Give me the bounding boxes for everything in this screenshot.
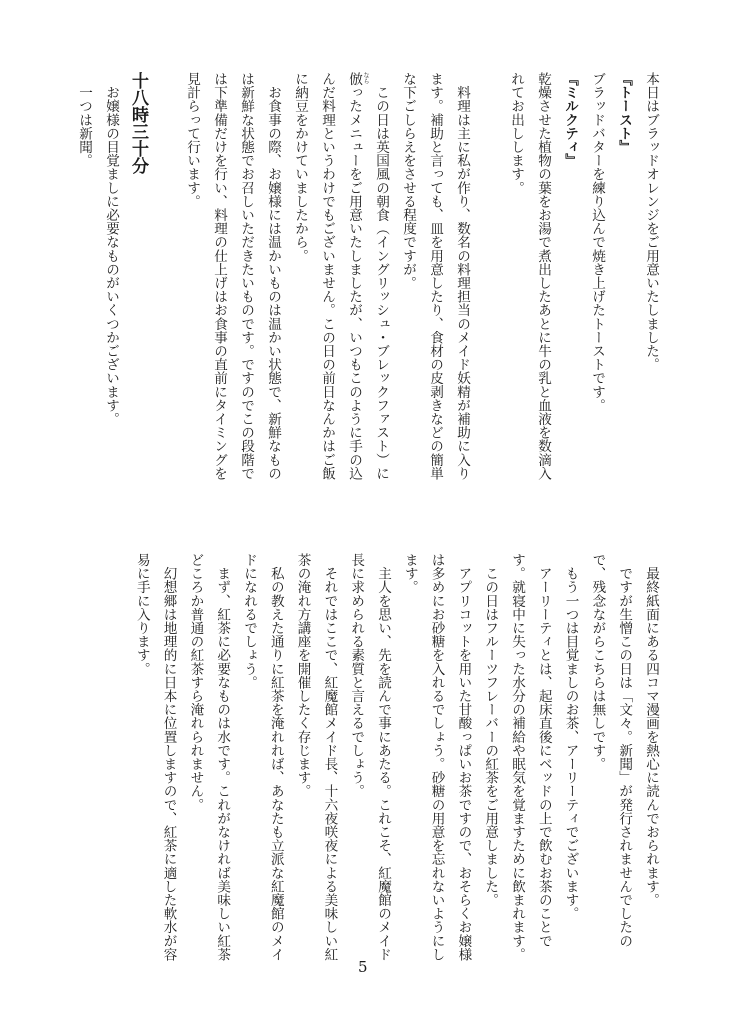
text-line: は多めにお砂糖を入れるでしょう。砂糖の用意を忘れないようにし — [428, 553, 445, 961]
text-line: それではここで、紅魔館メイド長、十六夜咲夜による美味しい紅 — [321, 553, 338, 961]
text-line: この日はフルーツフレーバーの紅茶をご用意しました。 — [482, 553, 499, 907]
text-line: この日は英国風の朝食（イングリッシュ・ブレックファスト）に — [373, 72, 389, 480]
text-line: ます。 — [401, 553, 418, 594]
section-heading: 十八時三十分 — [128, 72, 148, 174]
text-line: アプリコットを用いた甘酸っぱいお茶ですので、おそらくお嬢様 — [455, 553, 472, 961]
text-line: んだ料理というわけでもございません。この日の前日なんかはご飯 — [319, 72, 335, 480]
text-line: 本日はブラッドオレンジをご用意いたしました。 — [643, 72, 659, 372]
text-line: れてお出しします。 — [508, 72, 524, 195]
text-line: もう一つは目覚ましのお茶、アーリーティでございます。 — [562, 553, 579, 921]
lower-text-block — [0, 553, 730, 961]
text-line: ます。補助と言っても、皿を用意したり、食材の皮剥きなどの簡単 — [427, 72, 443, 480]
item-title: 『ミルクティ』 — [562, 72, 578, 168]
text-line: 最終紙面にある四コマ漫画を熱心に読んでおられます。 — [643, 553, 659, 907]
text-line: 主人を思い、先を読んで事にあたる。これこそ、紅魔館のメイド — [375, 553, 391, 961]
item-title: 『トースト』 — [616, 72, 632, 154]
text-line: な下ごしらえをさせる程度ですが。 — [400, 72, 416, 290]
text-line: に納豆をかけていましたから。 — [292, 72, 308, 263]
text-line: は新鮮な状態でお召しいただきたいものです。ですのでこの段階で — [238, 72, 254, 480]
furigana: なら — [362, 72, 369, 84]
text-line: 易に手に入ります。 — [133, 553, 150, 676]
text-line: ですが生憎この日は「文々。新聞」が発行されませんでしたの — [616, 553, 633, 948]
text-line: アーリーティとは、起床直後にベッドの上で飲むお茶のことで — [535, 553, 552, 948]
page-number: 5 — [358, 958, 368, 976]
text-line: ドになれるでしょう。 — [241, 553, 257, 689]
text-line: まず、紅茶に必要なものは水です。これがなければ美味しい紅茶 — [214, 553, 231, 961]
text-line: 長に求められる素質と言えるでしょう。 — [348, 553, 365, 798]
text-line: 私の教えた通りに紅茶を淹れれば、あなたも立派な紅魔館のメイ — [267, 553, 284, 961]
upper-text-block — [0, 72, 730, 492]
text-line: 幻想郷は地理的に日本に位置しますので、紅茶に適した軟水が容 — [160, 553, 177, 961]
text-line: 倣ったメニューをご用意いたしましたが、いつもこのように手の込 — [346, 72, 362, 480]
text-line: お食事の際、お嬢様には温かいものは温かい状態で、新鮮なもの — [265, 72, 281, 480]
text-line: どころか普通の紅茶すら淹れられません。 — [187, 553, 204, 812]
text-line: ブラッドバターを練り込んで焼き上げたトーストです。 — [589, 72, 605, 412]
text-line: で、残念ながらこちらは無しです。 — [589, 553, 606, 771]
text-line: 乾燥させた植物の葉をお湯で煮出したあとに牛の乳と血液を数滴入 — [535, 72, 551, 480]
text-line: 茶の淹れ方講座を開催したく存じます。 — [294, 553, 311, 798]
text-line: は下準備だけを行い、料理の仕上げはお食事の直前にタイミングを — [211, 72, 227, 480]
text-line: お嬢様の目覚ましに必要なものがいくつかございます。 — [103, 72, 119, 426]
text-line: す。就寝中に失った水分の補給や眠気を覚ますために飲まれます。 — [509, 553, 525, 961]
text-line: 料理は主に私が作り、数名の料理担当のメイド妖精が補助に入り — [454, 72, 470, 480]
text-line: 一つは新聞。 — [76, 72, 92, 168]
text-line: 見計らって行います。 — [184, 72, 200, 208]
